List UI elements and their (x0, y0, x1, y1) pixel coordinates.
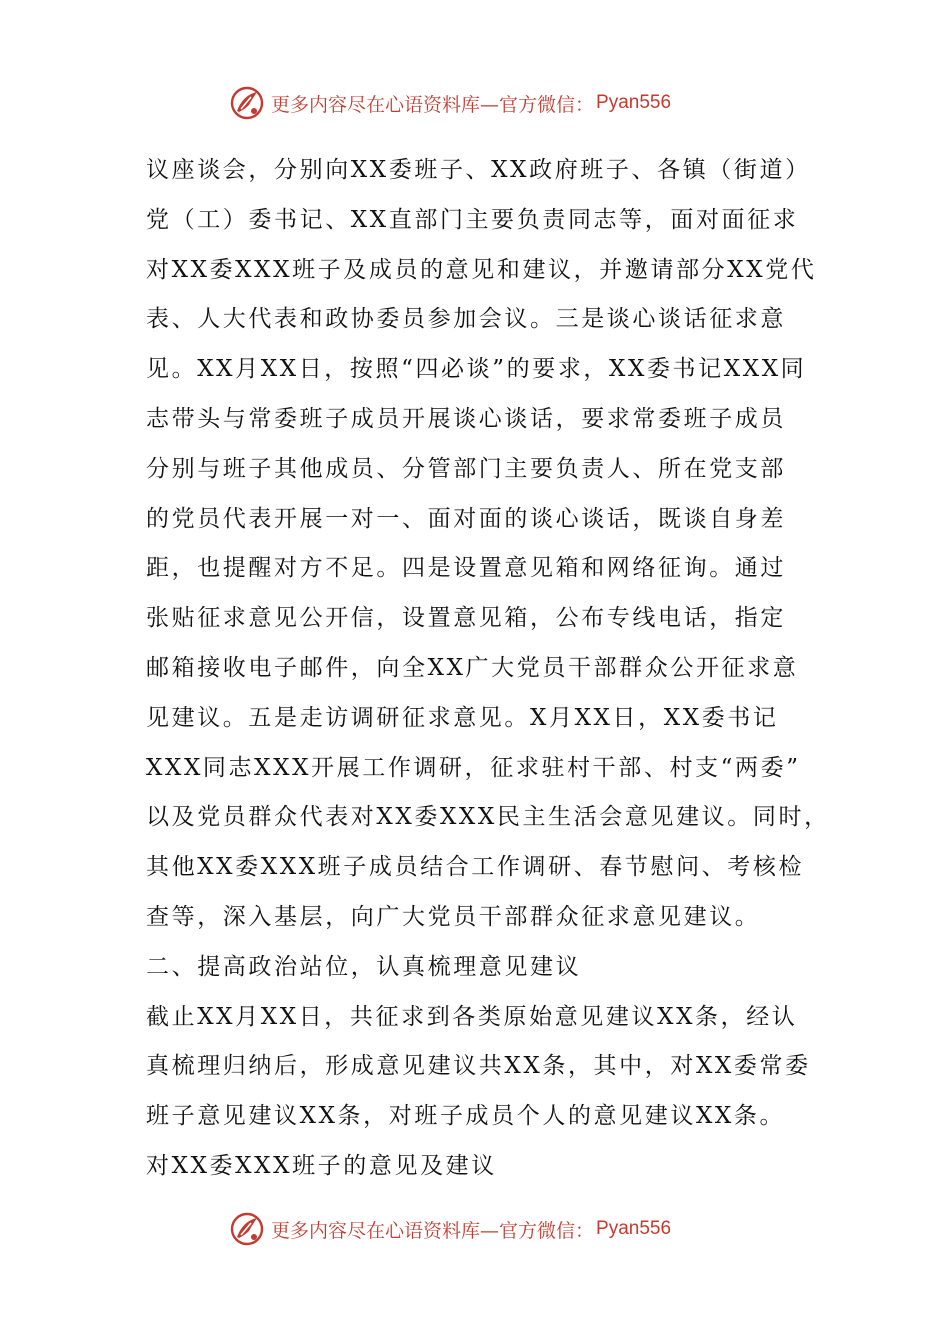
text-line: 班子意见建议XX条，对班子成员个人的意见建议XX条。 (146, 1103, 786, 1130)
text-line: 见。XX月XX日，按照“四必谈”的要求，XX委书记XXX同 (146, 356, 807, 383)
text-line: 分别与班子其他成员、分管部门主要负责人、所在党支部 (146, 455, 786, 482)
section-heading: 二、提高政治站位，认真梳理意见建议 (146, 953, 582, 980)
text-line: 以及党员群众代表对XX委XXX民主生活会意见建议。同时， (146, 804, 830, 831)
text-line: 议座谈会，分别向XX委班子、XX政府班子、各镇（街道） (146, 157, 811, 183)
pen-logo-icon (229, 85, 265, 121)
text-line: 对XX委XXX班子及成员的意见和建议，并邀请部分XX党代 (146, 256, 817, 283)
text-line: 志带头与常委班子成员开展谈心谈话，要求常委班子成员 (146, 405, 786, 432)
subsection-heading: 对XX委XXX班子的意见及建议 (146, 1152, 497, 1179)
header-watermark-banner (229, 83, 749, 123)
banner-wechat-handle: Pyan556 (596, 92, 672, 113)
text-line: 见建议。五是走访调研征求意见。X月XX日，XX委书记 (146, 704, 779, 731)
text-line: 真梳理归纳后，形成意见建议共XX条，其中，对XX委常委 (146, 1053, 811, 1080)
body-text (146, 146, 830, 1192)
text-line: 截止XX月XX日，共征求到各类原始意见建议XX条，经认 (146, 1003, 798, 1030)
text-line: 张贴征求意见公开信，设置意见箱，公布专线电话，指定 (146, 605, 786, 632)
banner-wechat-handle: Pyan556 (596, 1218, 672, 1239)
banner-text: 更多内容尽在心语资料库—官方微信： (271, 93, 595, 116)
text-line: XXX同志XXX开展工作调研，征求驻村干部、村支“两委” (146, 754, 801, 781)
pen-logo-icon (229, 1211, 265, 1247)
text-line: 表、人大代表和政协委员参加会议。三是谈心谈话征求意 (146, 306, 786, 333)
text-line: 邮箱接收电子邮件，向全XX广大党员干部群众公开征求意 (146, 654, 799, 681)
banner-text: 更多内容尽在心语资料库—官方微信： (271, 1219, 595, 1242)
text-line: 其他XX委XXX班子成员结合工作调研、春节慰问、考核检 (146, 854, 805, 881)
text-line: 距，也提醒对方不足。四是设置意见箱和网络征询。通过 (146, 555, 786, 582)
footer-watermark-banner (229, 1209, 749, 1249)
text-line: 查等，深入基层，向广大党员干部群众征求意见建议。 (146, 903, 761, 930)
text-line: 的党员代表开展一对一、面对面的谈心谈话，既谈自身差 (146, 505, 786, 532)
text-line: 党（工）委书记、XX直部门主要负责同志等，面对面征求 (146, 206, 799, 233)
